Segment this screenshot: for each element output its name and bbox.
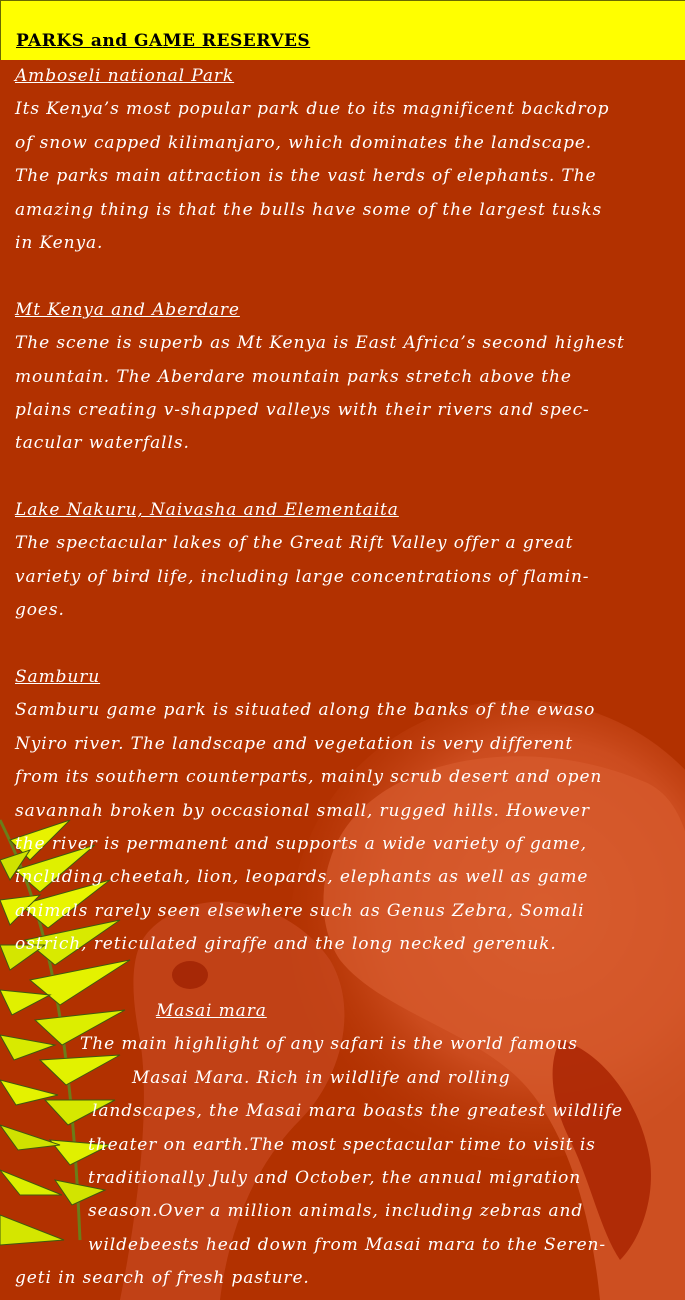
- section-heading: Masai mara: [156, 1000, 267, 1021]
- text-line: including cheetah, lion, leopards, elephants as well as game: [15, 867, 589, 888]
- text-line: The main highlight of any safari is the world famous: [80, 1034, 578, 1055]
- text-line: Its Kenya’s most popular park due to its magnificent backdrop: [15, 99, 610, 120]
- text-line: mountain. The Aberdare mountain parks stretch above the: [15, 366, 572, 387]
- text-line: landscapes, the Masai mara boasts the greatest wildlife: [92, 1101, 623, 1122]
- text-line: tacular waterfalls.: [15, 433, 190, 454]
- text-line: season.Over a million animals, including zebras and: [88, 1201, 584, 1222]
- text-line: animals rarely seen elsewhere such as Genus Zebra, Somali: [15, 900, 585, 921]
- text-line: goes.: [15, 600, 65, 621]
- section-lakes: [15, 494, 675, 628]
- text-line: theater on earth.The most spectacular time to visit is: [88, 1134, 596, 1155]
- parks-content: [15, 60, 675, 1295]
- text-line: the river is permanent and supports a wide variety of game,: [15, 833, 587, 854]
- page-title: PARKS and GAME RESERVES: [16, 31, 311, 51]
- text-line: geti in search of fresh pasture.: [15, 1268, 310, 1289]
- text-line: traditionally July and October, the annual migration: [88, 1167, 582, 1188]
- text-line: from its southern counterparts, mainly scrub desert and open: [15, 767, 603, 788]
- text-line: ostrich, reticulated giraffe and the long necked gerenuk.: [15, 934, 557, 955]
- section-amboseli: [15, 60, 675, 260]
- text-line: Masai Mara. Rich in wildlife and rolling: [132, 1067, 511, 1088]
- text-line: Nyiro river. The landscape and vegetation is very different: [15, 733, 574, 754]
- section-heading: Samburu: [15, 667, 101, 688]
- text-line: in Kenya.: [15, 232, 104, 253]
- text-line: wildebeests head down from Masai mara to the Seren-: [88, 1234, 607, 1255]
- text-line: plains creating v-shapped valleys with their rivers and spec-: [15, 399, 590, 420]
- section-masai-mara: [15, 995, 675, 1296]
- section-heading: Amboseli national Park: [15, 66, 235, 86]
- text-line: The scene is superb as Mt Kenya is East Africa’s second highest: [15, 333, 625, 354]
- text-line: Samburu game park is situated along the banks of the ewaso: [15, 700, 596, 721]
- section-heading: Mt Kenya and Aberdare: [15, 299, 240, 320]
- section-mt-kenya: [15, 294, 675, 461]
- section-samburu: [15, 661, 675, 962]
- text-line: The spectacular lakes of the Great Rift Valley offer a great: [15, 533, 574, 554]
- page-header: [0, 0, 685, 60]
- text-line: savannah broken by occasional small, rugged hills. However: [15, 800, 590, 821]
- text-line: The parks main attraction is the vast herds of elephants. The: [15, 166, 597, 187]
- section-heading: Lake Nakuru, Naivasha and Elementaita: [15, 500, 399, 521]
- text-line: variety of bird life, including large concentrations of flamin-: [15, 566, 590, 587]
- text-line: of snow capped kilimanjaro, which dominates the landscape.: [15, 132, 593, 153]
- text-line: amazing thing is that the bulls have some of the largest tusks: [15, 199, 603, 220]
